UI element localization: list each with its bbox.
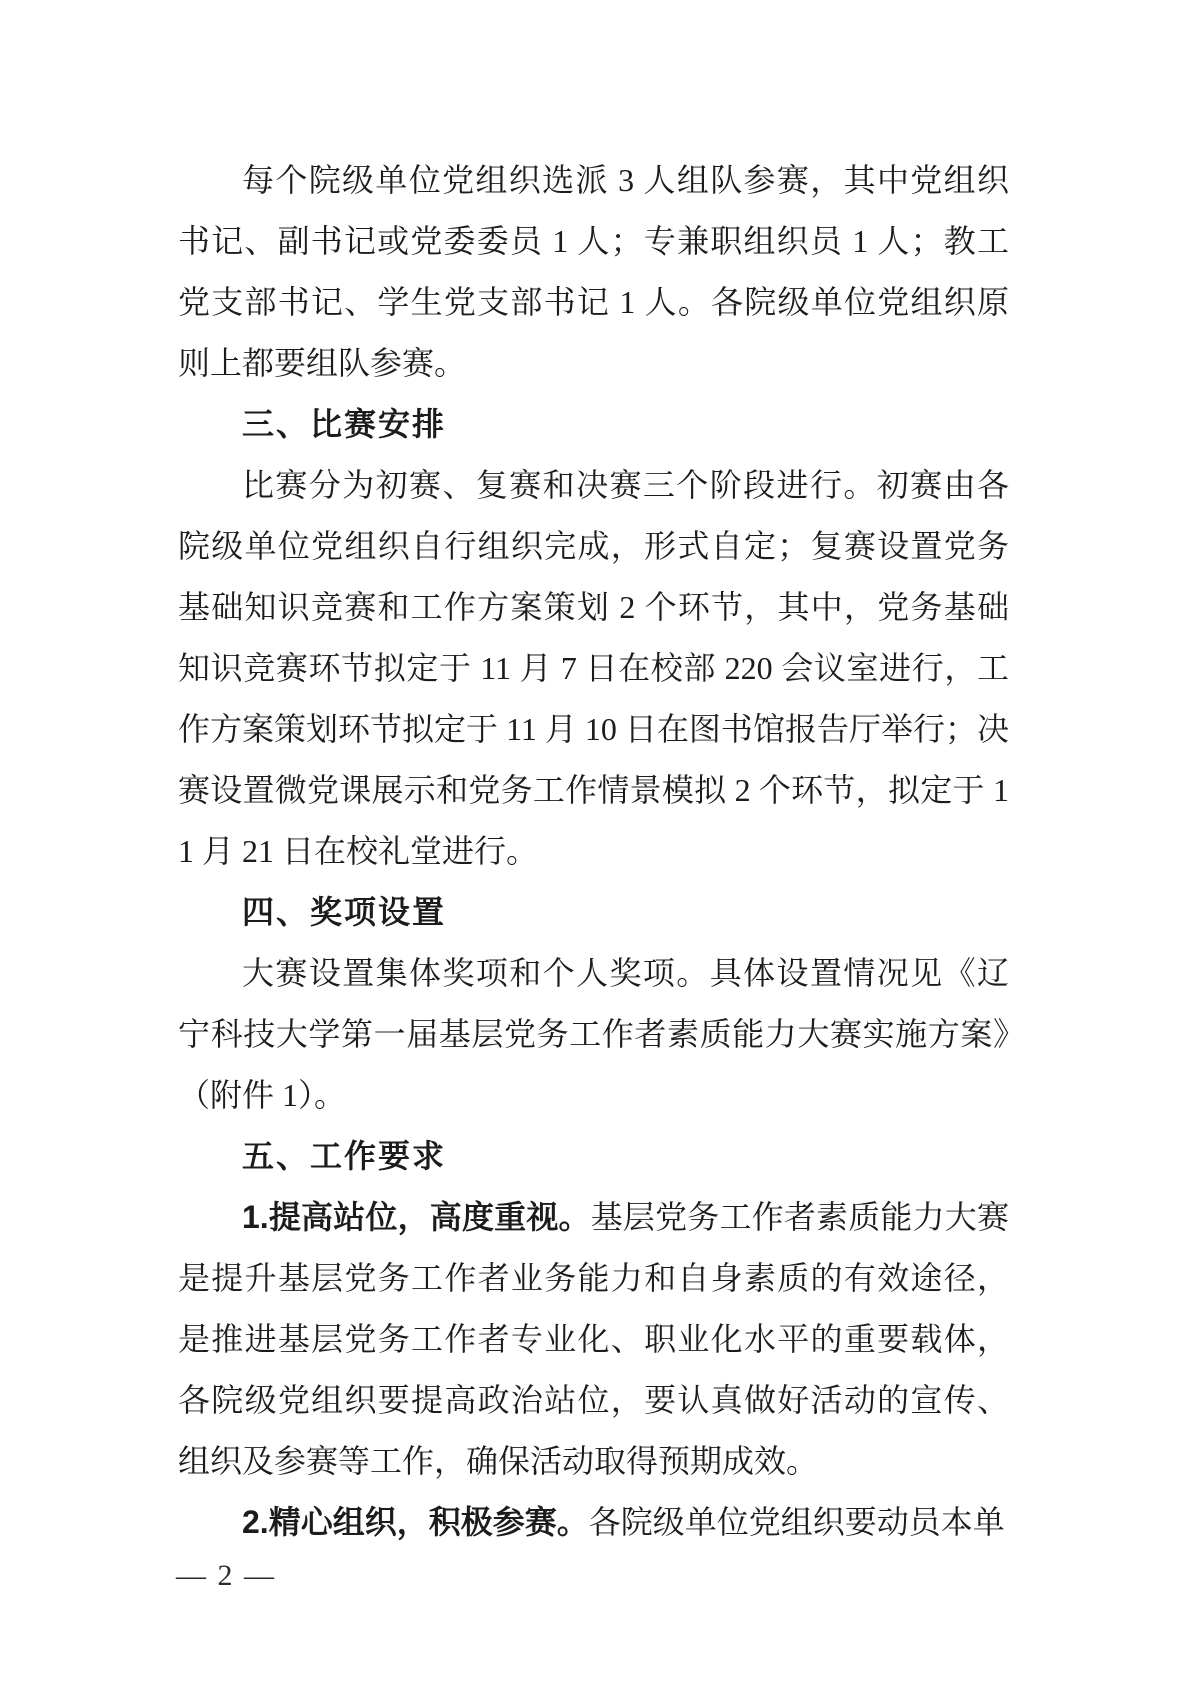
- section-heading-3-competition-arrangement: 三、比赛安排: [242, 406, 447, 442]
- requirement-1-lead: 1.提高站位，高度重视。: [242, 1199, 591, 1235]
- paragraph-requirement-2: [178, 1492, 1009, 1553]
- section-heading-5-work-requirements: 五、工作要求: [242, 1138, 447, 1174]
- paragraph-awards-detail: 大赛设置集体奖项和个人奖项。具体设置情况见《辽宁科技大学第一届基层党务工作者素质能力大赛实施方案》（附件 1）。: [178, 955, 1009, 1113]
- page-number: — 2 —: [176, 1559, 276, 1592]
- paragraph-requirement-1: [178, 1187, 1009, 1492]
- section-heading-4-awards-setup: 四、奖项设置: [242, 894, 447, 930]
- requirement-2-lead: 2.精心组织，积极参赛。: [242, 1504, 589, 1540]
- paragraph-team-selection: 每个院级单位党组织选派 3 人组队参赛，其中党组织书记、副书记或党委委员 1 人；专兼职组织员 1 人；教工党支部书记、学生党支部书记 1 人。各院级单位党组织原则上都要组队参赛。: [178, 162, 1009, 381]
- requirement-1-text: 基层党务工作者素质能力大赛是提升基层党务工作者业务能力和自身素质的有效途径，是推进基层党务工作者专业化、职业化水平的重要载体，各院级党组织要提高政治站位，要认真做好活动的宣传、组织及参赛等工作，确保活动取得预期成效。: [178, 1199, 1009, 1479]
- document-body: [178, 150, 1009, 1553]
- paragraph-competition-stages: 比赛分为初赛、复赛和决赛三个阶段进行。初赛由各院级单位党组织自行组织完成，形式自定；复赛设置党务基础知识竞赛和工作方案策划 2 个环节，其中，党务基础知识竞赛环节拟定于 11 月 7 日在校部 220 会议室进行，工作方案策划环节拟定于 11 月 10 日在图书馆报告厅举行；决赛设置微党课展示和党务工作情景模拟 2 个环节，拟定于 11 月 21 日在校礼堂进行。: [178, 467, 1009, 869]
- requirement-2-text: 各院级单位党组织要动员本单: [588, 1504, 1005, 1540]
